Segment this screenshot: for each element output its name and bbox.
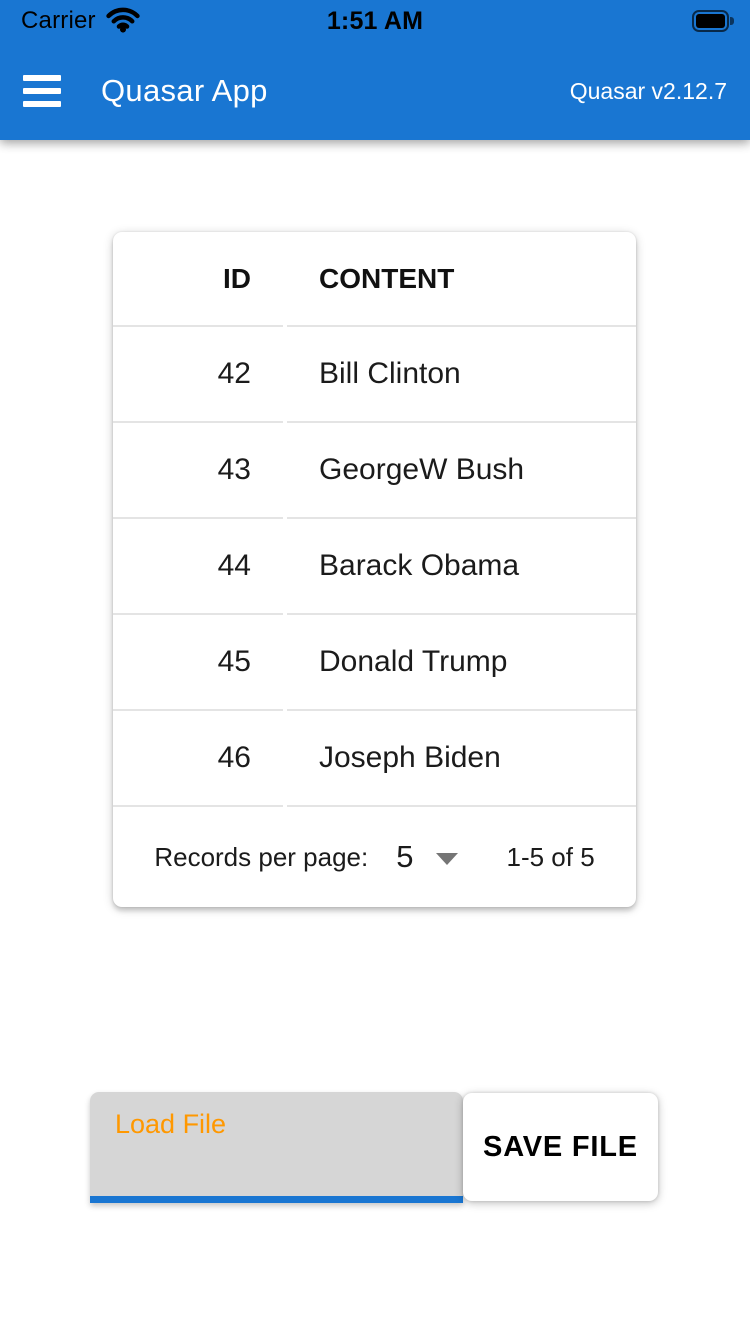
app-header [0,0,750,140]
cell-content: Donald Trump [287,615,636,711]
load-file-label: Load File [115,1109,227,1139]
battery-icon [692,10,737,32]
table-row [113,519,636,615]
status-time: 1:51 AM [326,6,424,35]
status-bar [0,0,750,42]
records-per-page-label: Records per page: [154,841,369,872]
column-header-id: ID [113,232,283,327]
per-page-select[interactable] [396,839,458,875]
file-bar [90,1092,658,1204]
pagination-range: 1-5 of 5 [506,841,595,872]
cell-id: 46 [113,711,283,807]
save-file-label: SAVE FILE [483,1130,638,1163]
table-row [113,711,636,807]
cell-content: GeorgeW Bush [287,423,636,519]
cell-id: 42 [113,327,283,423]
data-table-card [113,232,636,907]
save-file-button[interactable] [463,1093,658,1201]
toolbar [0,42,750,140]
cell-id: 43 [113,423,283,519]
table-row [113,327,636,423]
table-header-row [113,232,636,327]
carrier-label: Carrier [21,7,96,34]
cell-content: Barack Obama [287,519,636,615]
cell-id: 45 [113,615,283,711]
version-label: Quasar v2.12.7 [569,77,727,104]
cell-id: 44 [113,519,283,615]
arrow-drop-down-icon [436,853,458,865]
cell-content: Joseph Biden [287,711,636,807]
table-footer [113,807,636,907]
cell-content: Bill Clinton [287,327,636,423]
page-title: Quasar App [101,73,268,108]
per-page-value: 5 [396,839,414,874]
load-file-field[interactable] [90,1092,463,1203]
file-field-underline [90,1196,463,1203]
column-header-content: CONTENT [287,232,636,327]
table-row [113,423,636,519]
menu-icon[interactable] [23,75,61,107]
table-row [113,615,636,711]
